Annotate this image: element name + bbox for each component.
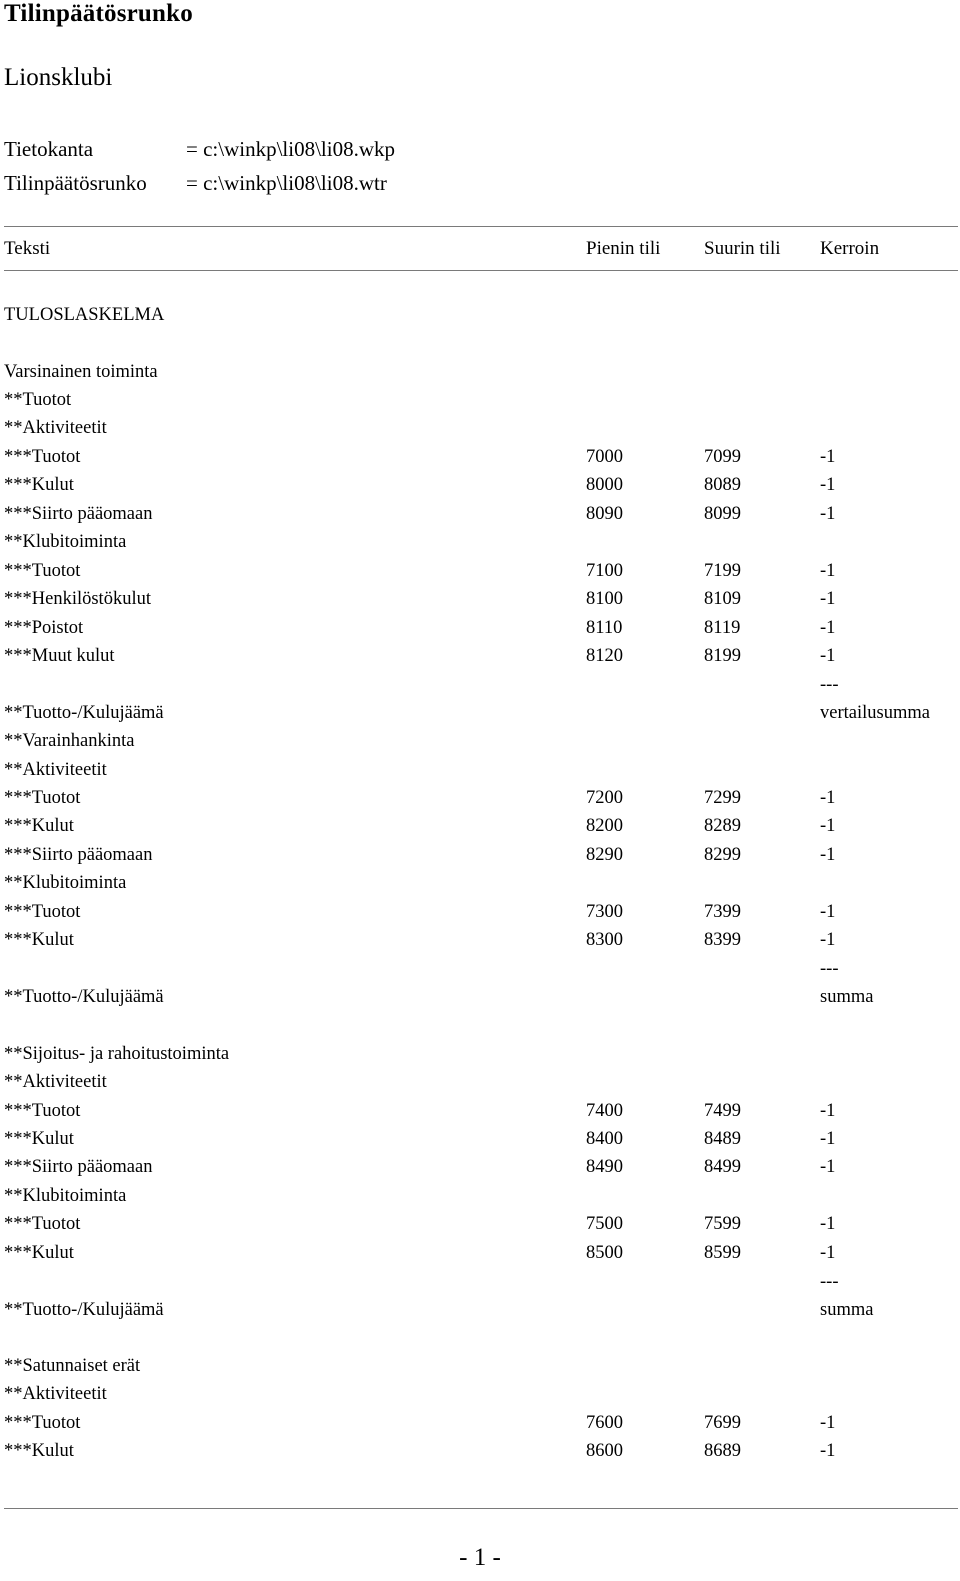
row-factor: -1 [820,561,836,581]
section-heading [4,301,958,329]
row-text: **Aktiviteetit [4,760,107,780]
row-text: **Klubitoiminta [4,532,127,552]
table-row [4,1040,958,1068]
row-factor: -1 [820,788,836,808]
row-min-account: 7600 [586,1413,623,1433]
row-text: ***Henkilöstökulut [4,589,151,609]
row-max-account: 8599 [704,1243,741,1263]
row-factor: -1 [820,1101,836,1121]
document-title: Tilinpäätösrunko [4,0,193,27]
row-min-account: 8400 [586,1129,623,1149]
row-max-account: 7399 [704,902,741,922]
table-row [4,585,958,613]
row-text: ***Tuotot [4,902,81,922]
row-text: ***Tuotot [4,1214,81,1234]
table-row [4,443,958,471]
row-min-account: 8120 [586,646,623,666]
row-min-account: 8200 [586,816,623,836]
row-text: **Satunnaiset erät [4,1356,141,1376]
row-min-account: 8000 [586,475,623,495]
column-header-min-account: Pienin tili [586,238,661,259]
page-number: - 1 - [459,1544,501,1571]
row-max-account: 8299 [704,845,741,865]
row-factor: -1 [820,902,836,922]
row-text: **Tuotto-/Kulujäämä [4,987,164,1007]
row-max-account: 7099 [704,447,741,467]
row-text: **Aktiviteetit [4,1072,107,1092]
row-min-account: 7300 [586,902,623,922]
row-factor: -1 [820,1214,836,1234]
row-factor: -1 [820,1157,836,1177]
row-factor: -1 [820,589,836,609]
row-text: **Tuotto-/Kulujäämä [4,1300,164,1320]
row-factor: -1 [820,475,836,495]
row-text: ***Kulut [4,475,74,495]
row-text: ***Kulut [4,1243,74,1263]
row-text: ***Muut kulut [4,646,115,666]
row-text: **Tuotot [4,390,72,410]
table-row [4,675,958,727]
column-header-text: Teksti [4,238,51,259]
table-row [4,614,958,642]
table-row [4,1239,958,1267]
row-text: ***Poistot [4,618,84,638]
table-row [4,1182,958,1210]
row-text: ***Kulut [4,930,74,950]
row-max-account: 8289 [704,816,741,836]
row-min-account: 8300 [586,930,623,950]
row-max-account: 8199 [704,646,741,666]
table-row [4,1068,958,1096]
row-min-account: 7200 [586,788,623,808]
row-max-account: 8089 [704,475,741,495]
row-text: ***Siirto pääomaan [4,845,153,865]
row-min-account: 7400 [586,1101,623,1121]
row-max-account: 8109 [704,589,741,609]
table-row [4,1380,958,1408]
row-factor: -1 [820,1243,836,1263]
row-text: **Varainhankinta [4,731,135,751]
row-min-account: 7500 [586,1214,623,1234]
row-text: **Klubitoiminta [4,873,127,893]
column-header-row [4,235,958,263]
row-factor: summa [820,987,874,1007]
meta-label: Tietokanta [4,137,94,161]
meta-label: Tilinpäätösrunko [4,171,147,195]
row-min-account: 8110 [586,618,623,638]
table-row [4,784,958,812]
row-text: ***Siirto pääomaan [4,504,153,524]
table-row [4,1437,958,1465]
row-max-account: 7299 [704,788,741,808]
table-row [4,869,958,897]
row-text: ***Tuotot [4,561,81,581]
table-row [4,1352,958,1380]
table-row [4,841,958,869]
row-factor: summa [820,1300,874,1320]
table-row [4,1125,958,1153]
table-row [4,959,958,1011]
column-header-factor: Kerroin [820,238,880,259]
section-title: TULOSLASKELMA [4,305,165,325]
row-max-account: 8689 [704,1441,741,1461]
sum-separator: --- [820,675,839,695]
footer-rule [4,1508,958,1509]
row-text: ***Tuotot [4,788,81,808]
row-factor: -1 [820,1129,836,1149]
row-max-account: 7499 [704,1101,741,1121]
sum-separator: --- [820,959,839,979]
table-row [4,471,958,499]
row-text: ***Siirto pääomaan [4,1157,153,1177]
table-row [4,500,958,528]
header-bottom-rule [4,270,958,271]
row-max-account: 8399 [704,930,741,950]
row-factor: -1 [820,504,836,524]
row-factor: vertailusumma [820,703,930,723]
meta-value: = c:\winkp\li08\li08.wkp [186,137,396,161]
row-max-account: 8099 [704,504,741,524]
row-text: **Klubitoiminta [4,1186,127,1206]
row-min-account: 7000 [586,447,623,467]
table-row [4,1409,958,1437]
table-row [4,1097,958,1125]
table-row [4,1272,958,1324]
row-max-account: 8499 [704,1157,741,1177]
table-row [4,1210,958,1238]
table-row [4,414,958,442]
row-min-account: 8600 [586,1441,623,1461]
row-factor: -1 [820,646,836,666]
row-text: ***Kulut [4,1441,74,1461]
row-min-account: 8100 [586,589,623,609]
row-text: Varsinainen toiminta [4,362,158,382]
table-row [4,386,958,414]
meta-value: = c:\winkp\li08\li08.wtr [186,171,387,195]
table-row [4,358,958,386]
row-min-account: 8290 [586,845,623,865]
row-factor: -1 [820,618,836,638]
row-factor: -1 [820,930,836,950]
row-text: ***Kulut [4,1129,74,1149]
row-min-account: 8500 [586,1243,623,1263]
row-factor: -1 [820,447,836,467]
row-factor: -1 [820,845,836,865]
row-factor: -1 [820,1441,836,1461]
table-row [4,642,958,670]
row-text: **Tuotto-/Kulujäämä [4,703,164,723]
row-text: ***Tuotot [4,447,81,467]
row-factor: -1 [820,1413,836,1433]
column-header-max-account: Suurin tili [704,238,781,259]
row-min-account: 8490 [586,1157,623,1177]
row-max-account: 7199 [704,561,741,581]
table-row [4,926,958,954]
table-row [4,1153,958,1181]
row-max-account: 8489 [704,1129,741,1149]
table-row [4,727,958,755]
table-row [4,557,958,585]
row-text: **Sijoitus- ja rahoitustoiminta [4,1044,230,1064]
row-text: ***Kulut [4,816,74,836]
table-row [4,812,958,840]
row-text: **Aktiviteetit [4,1384,107,1404]
row-min-account: 8090 [586,504,623,524]
row-text: ***Tuotot [4,1413,81,1433]
row-text: ***Tuotot [4,1101,81,1121]
row-factor: -1 [820,816,836,836]
table-row [4,528,958,556]
header-top-rule [4,226,958,227]
row-text: **Aktiviteetit [4,418,107,438]
row-max-account: 7699 [704,1413,741,1433]
row-min-account: 7100 [586,561,623,581]
table-row [4,756,958,784]
table-row [4,898,958,926]
row-max-account: 8119 [704,618,741,638]
row-max-account: 7599 [704,1214,741,1234]
sum-separator: --- [820,1272,839,1292]
organization-name: Lionsklubi [4,64,113,91]
